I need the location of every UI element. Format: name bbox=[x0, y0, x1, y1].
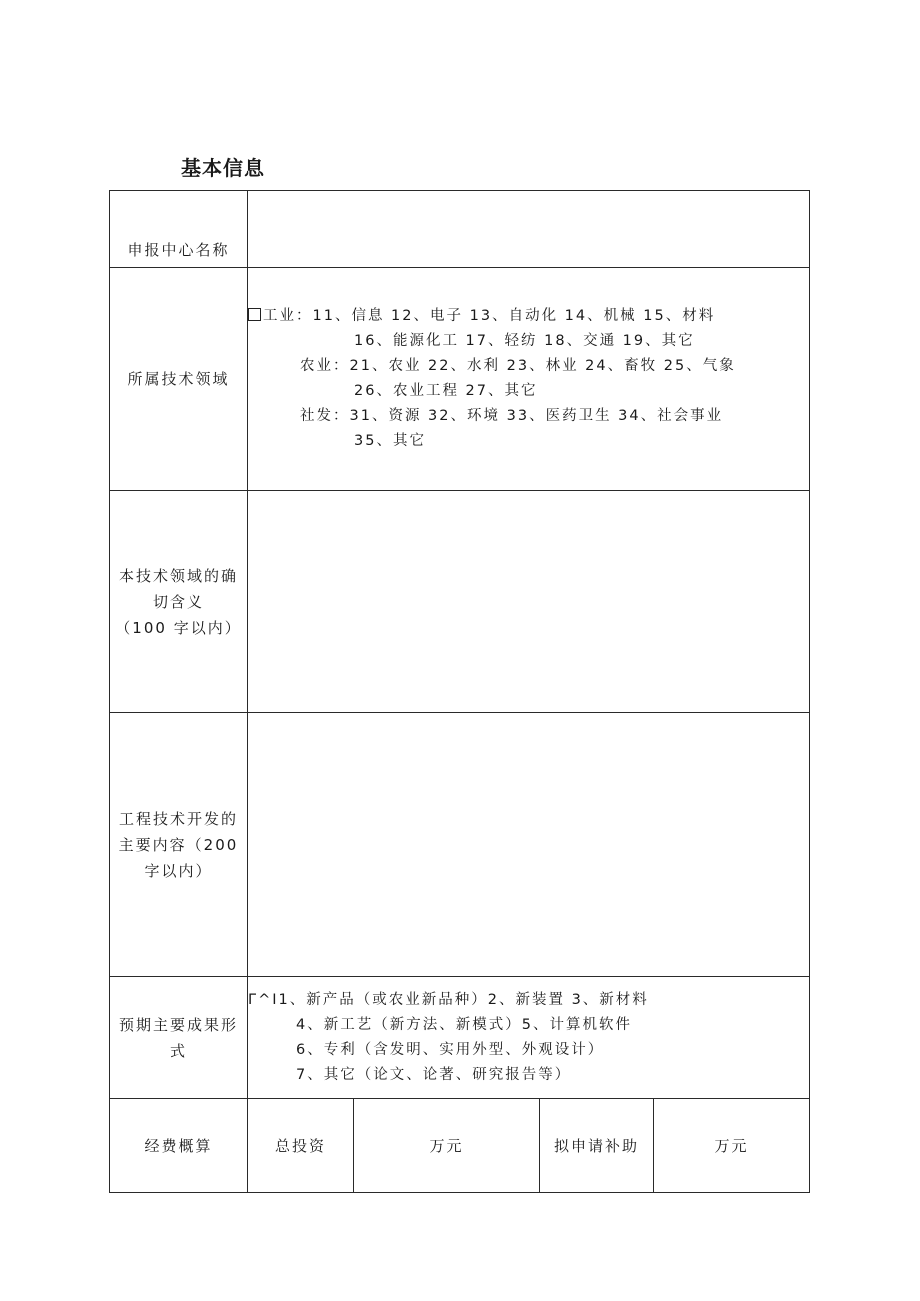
result-line-2: 4、新工艺（新方法、新模式）5、计算机软件 bbox=[296, 1016, 632, 1033]
development-input[interactable] bbox=[248, 713, 810, 977]
industry-line-2: 16、能源化工 17、轻纺 18、交通 19、其它 bbox=[354, 333, 695, 349]
total-investment-input[interactable]: 万元 bbox=[354, 1099, 540, 1193]
definition-label: 本技术领域的确 切含义 （100 字以内） bbox=[110, 491, 248, 713]
row-definition bbox=[110, 491, 810, 713]
agriculture-line-1: 农业：21、农业 22、水利 23、林业 24、畜牧 25、气象 bbox=[300, 358, 736, 374]
row-budget bbox=[110, 1099, 810, 1193]
section-title: 基本信息 bbox=[181, 156, 265, 180]
center-name-input[interactable] bbox=[248, 191, 810, 268]
tech-field-label: 所属技术领域 bbox=[110, 268, 248, 491]
checkbox-icon[interactable] bbox=[248, 308, 261, 321]
center-name-label: 申报中心名称 bbox=[110, 191, 248, 268]
definition-input[interactable] bbox=[248, 491, 810, 713]
row-development bbox=[110, 713, 810, 977]
industry-options: 工业：11、信息 12、电子 13、自动化 14、机械 15、材料 bbox=[263, 308, 716, 324]
result-line-1: Γ^I1、新产品（或农业新品种）2、新装置 3、新材料 bbox=[248, 991, 649, 1008]
tech-field-options[interactable] bbox=[248, 268, 810, 491]
result-line-4: 7、其它（论文、论著、研究报告等） bbox=[296, 1066, 572, 1083]
row-center-name bbox=[110, 191, 810, 268]
total-investment-label: 总投资 bbox=[248, 1099, 354, 1193]
basic-info-table bbox=[109, 190, 810, 1193]
result-line-3: 6、专利（含发明、实用外型、外观设计） bbox=[296, 1041, 605, 1058]
results-label: 预期主要成果形 式 bbox=[110, 977, 248, 1099]
row-results bbox=[110, 977, 810, 1099]
industry-line-1 bbox=[248, 304, 809, 329]
budget-label: 经费概算 bbox=[110, 1099, 248, 1193]
subsidy-input[interactable]: 万元 bbox=[654, 1099, 810, 1193]
subsidy-label: 拟申请补助 bbox=[540, 1099, 654, 1193]
social-line-1: 社发：31、资源 32、环境 33、医药卫生 34、社会事业 bbox=[300, 408, 724, 424]
agriculture-line-2: 26、农业工程 27、其它 bbox=[354, 383, 538, 399]
results-options[interactable] bbox=[248, 977, 810, 1099]
development-label: 工程技术开发的 主要内容（200 字以内） bbox=[110, 713, 248, 977]
row-tech-field bbox=[110, 268, 810, 491]
social-line-2: 35、其它 bbox=[354, 433, 426, 449]
